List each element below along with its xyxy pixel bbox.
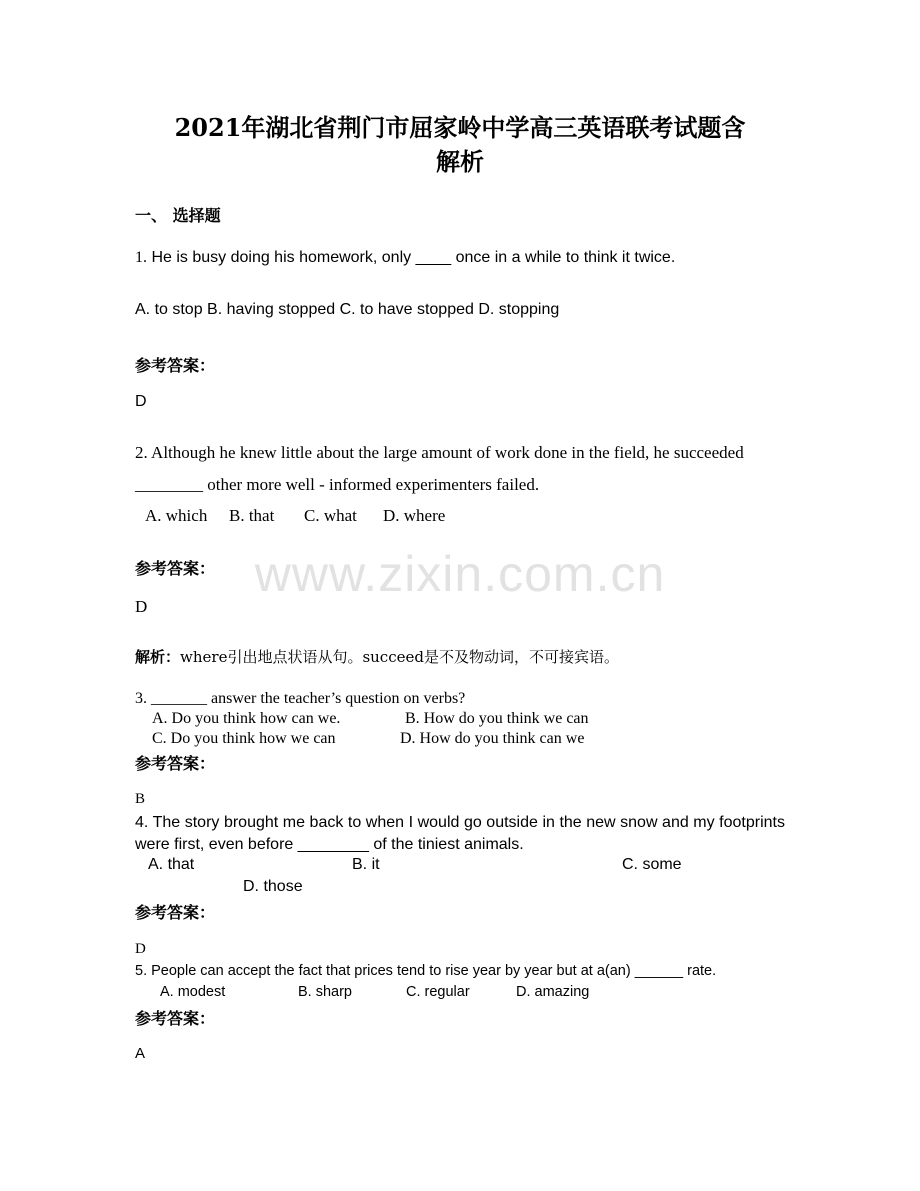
question-2-analysis-text: where引出地点状语从句。succeed是不及物动词，不可接宾语。 bbox=[180, 648, 619, 666]
section-heading: 一、 选择题 bbox=[135, 206, 221, 225]
question-2-option-a: A. which bbox=[145, 506, 208, 525]
question-2-stem-line-1: 2. Although he knew little about the large amount of work done in the field, he succeeded bbox=[135, 443, 744, 462]
question-3-stem: 3. _______ answer the teacher’s question on verbs? bbox=[135, 690, 466, 707]
question-5-answer: A bbox=[135, 1045, 146, 1062]
question-4-option-a: A. that bbox=[148, 856, 195, 873]
question-1-answer-label: 参考答案： bbox=[135, 356, 216, 375]
watermark: www.zixin.com.cn bbox=[254, 546, 666, 602]
question-2-option-b: B. that bbox=[229, 506, 275, 525]
question-2-analysis bbox=[135, 646, 619, 667]
question-5-option-c: C. regular bbox=[406, 984, 470, 1000]
question-3-option-b: B. How do you think we can bbox=[405, 710, 589, 727]
question-4-answer-label: 参考答案： bbox=[135, 903, 216, 922]
question-4-option-b: B. it bbox=[352, 856, 380, 873]
question-2-option-d: D. where bbox=[383, 506, 446, 525]
question-4-answer: D bbox=[135, 941, 146, 957]
question-3-option-c: C. Do you think how we can bbox=[152, 730, 336, 747]
question-2-analysis-label: 解析： bbox=[135, 648, 181, 666]
question-1-stem bbox=[135, 249, 675, 267]
document-title-line-1: 2021年湖北省荆门市屈家岭中学高三英语联考试题含 bbox=[174, 113, 746, 142]
question-4-stem: 4. The story brought me back to when I would go outside in the new snow and my footprints were first, even before ________ of the tiniest animals. bbox=[135, 814, 785, 853]
question-3-option-d: D. How do you think can we bbox=[400, 730, 585, 747]
question-3-answer: B bbox=[135, 791, 146, 807]
question-4-option-d: D. those bbox=[243, 878, 303, 895]
question-4-option-c: C. some bbox=[622, 856, 682, 873]
question-5-answer-label: 参考答案： bbox=[135, 1009, 216, 1028]
question-5-option-a: A. modest bbox=[160, 984, 226, 1000]
question-5-option-d: D. amazing bbox=[516, 984, 590, 1000]
question-2-stem-line-2: ________ other more well - informed experimenters failed. bbox=[135, 475, 540, 494]
question-1-number: 1. bbox=[135, 249, 147, 266]
question-5-option-b: B. sharp bbox=[298, 984, 352, 1000]
question-3-answer-label: 参考答案： bbox=[135, 754, 216, 773]
question-2-answer: D bbox=[135, 597, 148, 616]
question-1-options: A. to stop B. having stopped C. to have stopped D. stopping bbox=[135, 301, 560, 318]
question-2-answer-label: 参考答案： bbox=[135, 559, 216, 578]
question-1-answer: D bbox=[135, 393, 147, 410]
question-3-option-a: A. Do you think how can we. bbox=[152, 710, 341, 727]
question-5-stem: 5. People can accept the fact that prices tend to rise year by year but at a(an) ______ rate. bbox=[135, 963, 717, 979]
question-1-text: He is busy doing his homework, only ____ once in a while to think it twice. bbox=[147, 249, 676, 266]
question-2-option-c: C. what bbox=[304, 506, 357, 525]
document-title-line-2: 解析 bbox=[436, 147, 484, 176]
